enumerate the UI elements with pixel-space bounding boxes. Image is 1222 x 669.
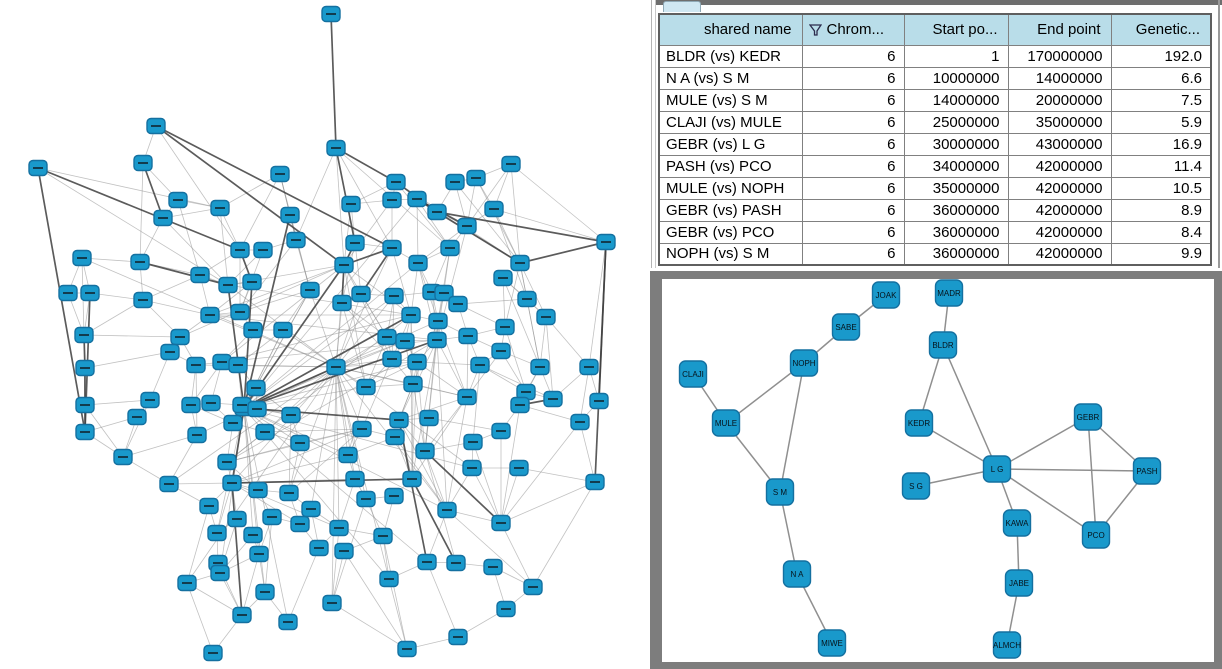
node-label-smudge [346, 203, 356, 205]
node-label-smudge [400, 340, 410, 342]
edge-name-cell[interactable]: GEBR (vs) L G [659, 133, 802, 155]
node-label: KAWA [1005, 519, 1029, 528]
network-edge[interactable] [437, 340, 467, 397]
table-row[interactable] [659, 243, 1211, 265]
node-label-smudge [424, 417, 434, 419]
node-label-smudge [215, 207, 225, 209]
network-edge[interactable] [242, 554, 259, 615]
node-label-smudge [453, 636, 463, 638]
network-edge[interactable] [336, 367, 339, 528]
node-label-smudge [247, 281, 257, 283]
node-label-smudge [407, 478, 417, 480]
node-label-smudge [413, 262, 423, 264]
network-edge[interactable] [511, 164, 606, 242]
table-row[interactable] [659, 133, 1211, 155]
node-label-smudge [337, 302, 347, 304]
node-label-smudge [391, 181, 401, 183]
node-label-smudge [295, 523, 305, 525]
node-label-smudge [286, 414, 296, 416]
network-edge[interactable] [505, 327, 526, 392]
node-label-smudge [305, 289, 315, 291]
value-cell[interactable]: 6 [802, 155, 904, 177]
edge-name-cell[interactable]: PASH (vs) PCO [659, 155, 802, 177]
network-edge[interactable] [447, 510, 533, 587]
network-edge[interactable] [123, 400, 150, 457]
network-edge[interactable] [187, 506, 209, 583]
node-label-smudge [204, 505, 214, 507]
node-label-smudge [575, 421, 585, 423]
node-label-smudge [420, 450, 430, 452]
node-label: S G [909, 482, 923, 491]
node-label-smudge [284, 492, 294, 494]
value-cell[interactable]: 35000000 [1008, 111, 1111, 133]
node-label-smudge [387, 358, 397, 360]
node-label-smudge [500, 326, 510, 328]
network-edge[interactable] [438, 248, 450, 321]
table-row[interactable] [659, 221, 1211, 243]
value-cell[interactable]: 7.5 [1111, 89, 1211, 111]
value-cell[interactable]: 14000000 [904, 89, 1008, 111]
value-cell[interactable]: 1 [904, 45, 1008, 67]
column-header-label: Chrom... [826, 21, 885, 39]
node-label-smudge [384, 578, 394, 580]
node-label-smudge [334, 527, 344, 529]
network-edge[interactable] [344, 551, 407, 649]
node-label-smudge [138, 299, 148, 301]
edge-table-panel [656, 0, 1222, 269]
node-label-smudge [387, 247, 397, 249]
node-label-smudge [33, 167, 43, 169]
node-label-smudge [356, 293, 366, 295]
node-label-smudge [80, 404, 90, 406]
network-edge[interactable] [38, 168, 240, 250]
node-label-smudge [339, 264, 349, 266]
table-row[interactable] [659, 111, 1211, 133]
node-label: MIWE [821, 639, 843, 648]
network-edge[interactable] [389, 579, 407, 649]
value-cell[interactable]: 8.4 [1111, 221, 1211, 243]
node-label-smudge [515, 404, 525, 406]
node-label-smudge [275, 173, 285, 175]
node-label-smudge [584, 366, 594, 368]
node-label-smudge [295, 442, 305, 444]
node-label-smudge [594, 400, 604, 402]
network-edge[interactable] [383, 536, 407, 649]
network-edge[interactable] [546, 317, 553, 399]
node-label-smudge [327, 602, 337, 604]
value-cell[interactable]: 42000000 [1008, 155, 1111, 177]
network-edge[interactable] [156, 126, 240, 250]
network-edge[interactable] [296, 148, 336, 240]
value-cell[interactable]: 6 [802, 177, 904, 199]
network-edge[interactable] [311, 367, 336, 509]
node-label-smudge [251, 387, 261, 389]
node-label-smudge [227, 482, 237, 484]
value-cell[interactable]: 6 [802, 45, 904, 67]
node-label-smudge [158, 217, 168, 219]
network-edge[interactable] [178, 200, 200, 275]
network-edge[interactable] [85, 352, 170, 368]
column-header-chrom[interactable] [802, 14, 904, 45]
node-label-smudge [254, 553, 264, 555]
node-label-smudge [361, 498, 371, 500]
node-label-smudge [422, 561, 432, 563]
value-cell[interactable]: 42000000 [1008, 177, 1111, 199]
node-label-smudge [361, 386, 371, 388]
node-label-smudge [118, 456, 128, 458]
node-label-smudge [217, 361, 227, 363]
node-label-smudge [350, 242, 360, 244]
network-edge[interactable] [143, 163, 163, 218]
value-cell[interactable]: 16.9 [1111, 133, 1211, 155]
node-label-smudge [350, 478, 360, 480]
node-label-smudge [213, 562, 223, 564]
node-label-smudge [132, 416, 142, 418]
node-label-smudge [173, 199, 183, 201]
node-label-smudge [471, 177, 481, 179]
node-label-smudge [439, 292, 449, 294]
node-label-smudge [138, 162, 148, 164]
small-network-panel [650, 271, 1222, 669]
node-label-smudge [433, 320, 443, 322]
node-label: JABE [1008, 579, 1030, 588]
node-label-smudge [382, 336, 392, 338]
node-label-smudge [515, 262, 525, 264]
node-label-smudge [208, 652, 218, 654]
network-edge[interactable] [501, 482, 595, 523]
node-label-smudge [267, 516, 277, 518]
network-edge[interactable] [1088, 417, 1096, 535]
node-label: BLDR [932, 341, 954, 350]
node-label-smudge [228, 422, 238, 424]
value-cell[interactable]: 34000000 [904, 155, 1008, 177]
value-cell[interactable]: 10000000 [904, 67, 1008, 89]
value-cell[interactable]: 192.0 [1111, 45, 1211, 67]
node-label-smudge [378, 535, 388, 537]
network-edge[interactable] [417, 362, 425, 451]
value-cell[interactable]: 6.6 [1111, 67, 1211, 89]
node-label-smudge [260, 431, 270, 433]
network-edge[interactable] [520, 242, 606, 263]
node-label-smudge [258, 249, 268, 251]
node-label: MADR [937, 289, 961, 298]
node-label-smudge [205, 314, 215, 316]
value-cell[interactable]: 5.9 [1111, 111, 1211, 133]
node-label-smudge [390, 436, 400, 438]
network-edge[interactable] [458, 299, 527, 304]
network-edge[interactable] [143, 300, 210, 315]
node-label-smudge [222, 461, 232, 463]
node-label-smudge [453, 303, 463, 305]
node-label-smudge [233, 364, 243, 366]
network-edge[interactable] [140, 163, 143, 262]
node-label-smudge [406, 314, 416, 316]
edge-name-cell[interactable]: GEBR (vs) PASH [659, 199, 802, 221]
network-edge[interactable] [427, 562, 458, 637]
edge-attribute-table [658, 13, 1212, 266]
node-label-smudge [248, 534, 258, 536]
network-edge[interactable] [412, 397, 467, 479]
node-label-smudge [475, 364, 485, 366]
node-label-smudge [145, 399, 155, 401]
node-label-smudge [394, 419, 404, 421]
node-label-smudge [215, 572, 225, 574]
value-cell[interactable]: 30000000 [904, 133, 1008, 155]
node-label: PCO [1087, 531, 1105, 540]
node-label-smudge [498, 277, 508, 279]
node-label-smudge [195, 274, 205, 276]
node-label-smudge [445, 247, 455, 249]
node-label-smudge [522, 298, 532, 300]
node-label: PASH [1136, 467, 1158, 476]
node-label-smudge [467, 467, 477, 469]
table-panel-top-bar [656, 0, 1222, 5]
node-label: JOAK [875, 291, 897, 300]
node-label-smudge [462, 225, 472, 227]
node-label-smudge [514, 467, 524, 469]
network-edge[interactable] [344, 204, 351, 265]
network-edge[interactable] [997, 469, 1147, 471]
node-label-smudge [548, 398, 558, 400]
network-edge[interactable] [187, 583, 213, 653]
node-label-smudge [590, 481, 600, 483]
value-cell[interactable]: 25000000 [904, 111, 1008, 133]
node-label: N A [790, 570, 804, 579]
node-label-smudge [331, 147, 341, 149]
node-label-smudge [186, 404, 196, 406]
table-panel-right-edge [1218, 0, 1220, 268]
node-label-smudge [165, 351, 175, 353]
node-label-smudge [496, 430, 506, 432]
node-label: L G [990, 465, 1004, 474]
node-label-smudge [357, 428, 367, 430]
node-label-smudge [235, 249, 245, 251]
node-label-smudge [164, 483, 174, 485]
table-row[interactable] [659, 199, 1211, 221]
node-label-smudge [541, 316, 551, 318]
value-cell[interactable]: 36000000 [904, 243, 1008, 265]
node-label-smudge [496, 350, 506, 352]
network-edge[interactable] [519, 468, 595, 482]
network-edge[interactable] [780, 363, 804, 492]
value-cell[interactable]: 36000000 [904, 199, 1008, 221]
edge-name-cell[interactable]: GEBR (vs) PCO [659, 221, 802, 243]
value-cell[interactable]: 6 [802, 243, 904, 265]
edge-name-cell[interactable]: N A (vs) S M [659, 67, 802, 89]
node-label-smudge [463, 335, 473, 337]
node-label-smudge [339, 550, 349, 552]
node-label-smudge [151, 125, 161, 127]
node-label-smudge [506, 163, 516, 165]
node-label-smudge [489, 208, 499, 210]
node-label-smudge [278, 329, 288, 331]
node-label: ALMCH [992, 641, 1022, 650]
value-cell[interactable]: 20000000 [1008, 89, 1111, 111]
table-row[interactable] [659, 155, 1211, 177]
node-label-smudge [232, 518, 242, 520]
network-edge[interactable] [580, 422, 595, 482]
value-cell[interactable]: 6 [802, 111, 904, 133]
table-row[interactable] [659, 177, 1211, 199]
value-cell[interactable]: 35000000 [904, 177, 1008, 199]
node-label-smudge [314, 547, 324, 549]
node-label-smudge [408, 383, 418, 385]
node-label-smudge [331, 366, 341, 368]
node-label-smudge [432, 339, 442, 341]
network-edge[interactable] [429, 418, 501, 431]
column-header-endpoint[interactable]: End point [1008, 14, 1111, 45]
value-cell[interactable]: 170000000 [1008, 45, 1111, 67]
value-cell[interactable]: 11.4 [1111, 155, 1211, 177]
network-edge[interactable] [331, 14, 336, 148]
node-label-smudge [528, 586, 538, 588]
node-label-smudge [468, 441, 478, 443]
column-header-startpo[interactable]: Start po... [904, 14, 1008, 45]
node-label-smudge [306, 508, 316, 510]
network-edge[interactable] [467, 336, 468, 397]
node-label-smudge [63, 292, 73, 294]
node-label-smudge [283, 621, 293, 623]
node-label-smudge [442, 509, 452, 511]
node-label-smudge [253, 489, 263, 491]
node-label-smudge [77, 257, 87, 259]
network-edge[interactable] [472, 468, 501, 523]
network-edge[interactable] [501, 468, 519, 523]
node-label-smudge [412, 198, 422, 200]
value-cell[interactable]: 36000000 [904, 221, 1008, 243]
node-label-smudge [79, 334, 89, 336]
node-label-smudge [601, 241, 611, 243]
edge-name-cell[interactable]: MULE (vs) NOPH [659, 177, 802, 199]
node-label-smudge [326, 13, 336, 15]
node-label-smudge [182, 582, 192, 584]
node-label-smudge [248, 329, 258, 331]
node-label-smudge [432, 211, 442, 213]
node-label-smudge [501, 608, 511, 610]
node-label: GEBR [1076, 413, 1100, 422]
node-label-smudge [212, 532, 222, 534]
node-label-smudge [402, 648, 412, 650]
node-label-smudge [291, 239, 301, 241]
small-network-viewport [662, 279, 1214, 662]
value-cell[interactable]: 14000000 [1008, 67, 1111, 89]
node-label-smudge [389, 495, 399, 497]
value-cell[interactable]: 6 [802, 199, 904, 221]
node-label: NOPH [792, 359, 816, 368]
node-label-smudge [237, 404, 247, 406]
value-cell[interactable]: 9.9 [1111, 243, 1211, 265]
node-label-smudge [450, 181, 460, 183]
node-label: SABE [835, 323, 857, 332]
node-label-smudge [521, 391, 531, 393]
value-cell[interactable]: 6 [802, 133, 904, 155]
network-edge[interactable] [288, 548, 319, 622]
node-label-smudge [206, 402, 216, 404]
value-cell[interactable]: 10.5 [1111, 177, 1211, 199]
value-cell[interactable]: 42000000 [1008, 221, 1111, 243]
network-edge[interactable] [501, 523, 533, 587]
node-label-smudge [80, 431, 90, 433]
network-edge[interactable] [38, 168, 220, 208]
edge-name-cell[interactable]: BLDR (vs) KEDR [659, 45, 802, 67]
node-label: KEDR [907, 419, 931, 428]
node-label-smudge [85, 292, 95, 294]
node-label-smudge [496, 522, 506, 524]
value-cell[interactable]: 43000000 [1008, 133, 1111, 155]
value-cell[interactable]: 6 [802, 67, 904, 89]
network-edge[interactable] [84, 335, 180, 337]
node-label-smudge [462, 396, 472, 398]
table-row[interactable] [659, 89, 1211, 111]
node-label-smudge [285, 214, 295, 216]
table-row[interactable] [659, 45, 1211, 67]
node-label-smudge [343, 454, 353, 456]
filter-funnel-icon[interactable] [809, 23, 822, 37]
node-label: MULE [714, 419, 738, 428]
node-label-smudge [191, 364, 201, 366]
column-header-genetic[interactable]: Genetic... [1111, 14, 1211, 45]
value-cell[interactable]: 6 [802, 221, 904, 243]
node-label-smudge [412, 361, 422, 363]
value-cell[interactable]: 42000000 [1008, 199, 1111, 221]
node-label-smudge [235, 311, 245, 313]
edge-name-cell[interactable]: MULE (vs) S M [659, 89, 802, 111]
column-header-sharedname[interactable]: shared name [659, 14, 802, 45]
node-label-smudge [260, 591, 270, 593]
network-edge[interactable] [220, 208, 228, 285]
small-network-canvas[interactable] [662, 279, 1214, 662]
network-edge[interactable] [533, 482, 595, 587]
table-panel-tab[interactable] [663, 1, 701, 12]
node-label-smudge [223, 284, 233, 286]
node-label-smudge [175, 336, 185, 338]
value-cell[interactable]: 8.9 [1111, 199, 1211, 221]
edge-name-cell[interactable]: NOPH (vs) S M [659, 243, 802, 265]
network-edge[interactable] [943, 345, 997, 469]
node-label-smudge [389, 295, 399, 297]
node-label-smudge [237, 614, 247, 616]
network-edge[interactable] [85, 400, 150, 405]
value-cell[interactable]: 42000000 [1008, 243, 1111, 265]
table-header-row [659, 14, 1211, 45]
value-cell[interactable]: 6 [802, 89, 904, 111]
node-label: S M [772, 488, 788, 497]
node-label-smudge [135, 261, 145, 263]
node-label-smudge [387, 199, 397, 201]
node-label-smudge [80, 367, 90, 369]
node-label-smudge [192, 434, 202, 436]
panel-divider[interactable] [651, 0, 652, 268]
node-label: CLAJI [682, 370, 704, 379]
network-edge[interactable] [332, 603, 407, 649]
table-row[interactable] [659, 67, 1211, 89]
node-label-smudge [252, 408, 262, 410]
edge-name-cell[interactable]: CLAJI (vs) MULE [659, 111, 802, 133]
node-label-smudge [488, 566, 498, 568]
node-label-smudge [451, 562, 461, 564]
node-label-smudge [535, 366, 545, 368]
